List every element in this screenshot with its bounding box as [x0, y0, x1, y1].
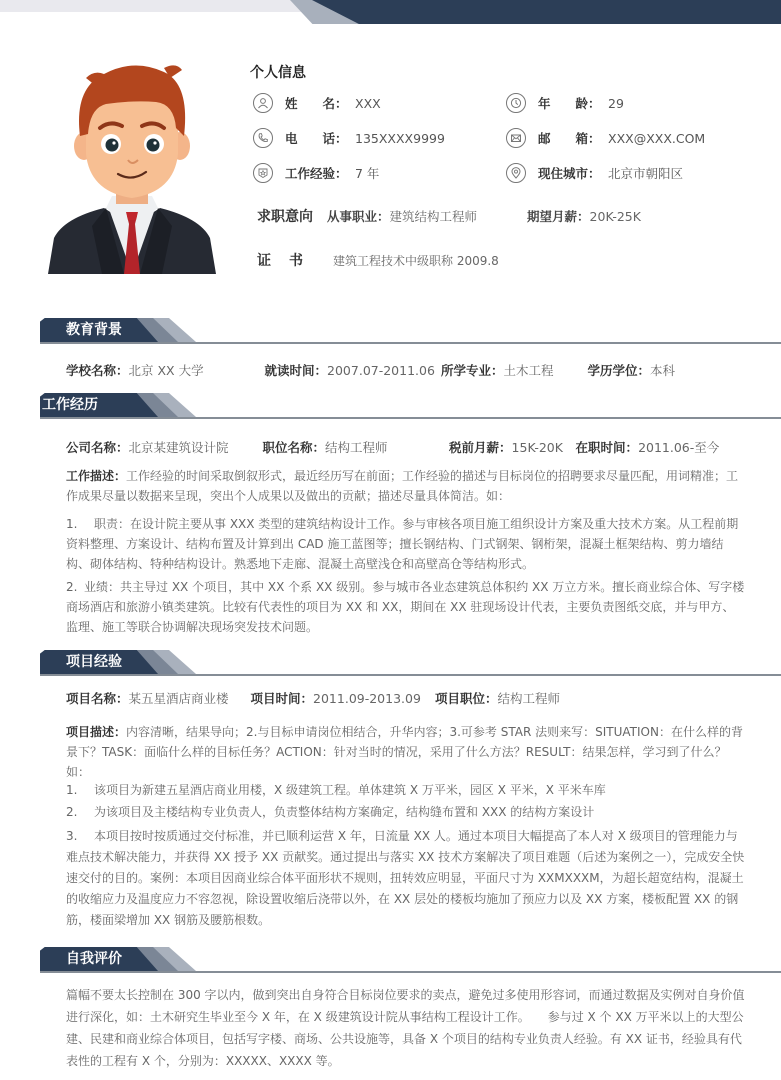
job-intent-title: 求职意向 [257, 209, 313, 225]
info-city [506, 162, 683, 184]
section-title: 项目经验 [66, 654, 122, 670]
project-time-value: 2011.09-2013.09 [313, 691, 421, 706]
item-number: 2. [66, 805, 78, 819]
section-header-education [40, 318, 781, 344]
project-item [66, 802, 746, 822]
project-item [66, 826, 746, 931]
item-text: 业绩：共主导过 XX 个项目，其中 XX 个系 XX 级别。参与城市各业态建筑总体积约 XX 万立方米。擅长商业综合体、写字楼商场酒店和旅游小镇类建筑。比较有代表性的项目为 XX 和 XX，期间在 XX 驻现场设计代表，主要负责图纸交底，并与甲方、监理、施工等联合协调解决现场突发技术问题。 [66, 580, 745, 634]
work-row [66, 438, 719, 456]
major-value: 土木工程 [503, 363, 554, 378]
info-age [506, 92, 624, 114]
job-label: 从事职业： [327, 209, 390, 224]
project-time-label: 项目时间： [250, 691, 314, 706]
email-value: XXX@XXX.COM [608, 130, 706, 146]
project-description-label: 项目描述： [66, 725, 127, 739]
item-number: 1. [66, 517, 78, 531]
pretax-salary-label: 税前月薪： [449, 440, 512, 455]
tenure-label: 在职时间： [575, 440, 639, 455]
work-description-label: 工作描述： [66, 469, 127, 483]
position-label: 职位名称： [262, 440, 326, 455]
section-title: 工作经历 [42, 397, 98, 413]
job-value: 建筑结构工程师 [389, 209, 478, 224]
age-label: 年 龄： [538, 96, 601, 111]
info-email [506, 127, 705, 149]
tenure-value: 2011.06-至今 [638, 440, 720, 455]
item-text: 本项目按时按质通过交付标准，并已顺利运营 X 年，日流量 XX 人。通过本项目大幅提高了本人对 X 级项目的管理能力与难点技术解决能力，并获得 XX 授予 XX 贡献奖。通过提出与落实 XX 技术方案解决了项目难题（后述为案例之一），完成安全快速交付的目的。案例：本项目因商业综合体平面形状不规则，扭转效应明显，平面尺寸为 XXMXXXM，为超长超宽结构，混凝土的收缩应力及温度应力不容忽视，除设置收缩后浇带以外，在 XX 层处的楼板均施加了预应力以及 XX 方案，楼板配置 XX 的钢筋，楼面梁增加 XX 钢筋及腰筋根数。 [66, 829, 745, 927]
item-text: 职责：在设计院主要从事 XXX 类型的建筑结构设计工作。参与审核各项目施工组织设计方案及重大技术方案。从工程前期资料整理、方案设计、结构布置及计算到出 CAD 施工蓝图等；擅长钢结构、门式钢架、钢桁架，混凝土框架结构、剪力墙结构、砌体结构、特种结构设计。熟悉地下走廊、混凝土高壁浅仓和高壁高仓等结构形式。 [66, 517, 739, 571]
divider [40, 417, 781, 419]
divider [40, 674, 781, 676]
school-label: 学校名称： [66, 363, 129, 378]
position-value: 结构工程师 [325, 440, 388, 455]
major-label: 所学专业： [440, 363, 504, 378]
company-value: 北京某建筑设计院 [128, 440, 229, 455]
project-description [66, 722, 746, 782]
location-icon [506, 163, 526, 183]
certificate-value: 建筑工程技术中级职称 2009.8 [333, 254, 499, 268]
divider [40, 342, 781, 344]
company-label: 公司名称： [66, 440, 129, 455]
certificate [257, 250, 499, 270]
expected-salary-label: 期望月薪： [527, 209, 590, 224]
certificate-title: 证书 [257, 253, 321, 269]
item-number: 2. [66, 580, 78, 594]
work-description [66, 466, 746, 506]
info-phone [253, 127, 445, 149]
section-header-project [40, 650, 781, 676]
project-name-label: 项目名称： [66, 691, 129, 706]
name-label: 姓 名： [285, 96, 348, 111]
degree-value: 本科 [649, 363, 675, 378]
experience-label: 工作经验： [285, 166, 348, 181]
item-text: 为该项目及主楼结构专业负责人，负责整体结构方案确定，结构缝布置和 XXX 的结构方案设计 [94, 805, 595, 819]
experience-value: 7 年 [355, 166, 380, 181]
item-text: 该项目为新建五星酒店商业用楼，X 级建筑工程。单体建筑 X 万平米，园区 X 平米，X 平米车库 [94, 783, 606, 797]
info-name [253, 92, 381, 114]
top-banner-dark [312, 0, 781, 24]
education-row [66, 361, 675, 379]
info-experience [253, 162, 379, 184]
item-number: 3. [66, 829, 78, 843]
personal-info-title: 个人信息 [250, 65, 306, 81]
divider [40, 971, 781, 973]
avatar [44, 58, 220, 274]
badge-icon [253, 163, 273, 183]
project-row [66, 689, 560, 707]
work-description-text: 工作经验的时间采取倒叙形式，最近经历写在前面；工作经验的描述与目标岗位的招聘要求尽量匹配，用词精准；工作成果尽量以数据来呈现，突出个人成果以及做出的贡献；描述尽量具体简洁。如： [66, 469, 739, 503]
phone-label: 电 话： [285, 131, 348, 146]
city-value: 北京市朝阳区 [608, 166, 684, 181]
item-number: 1. [66, 783, 78, 797]
section-header-self-evaluation [40, 947, 781, 973]
phone-icon [253, 128, 273, 148]
expected-salary-value: 20K-25K [589, 209, 641, 224]
job-intent [257, 206, 691, 226]
work-item [66, 577, 746, 637]
study-period-label: 就读时间： [264, 363, 328, 378]
age-value: 29 [608, 95, 624, 111]
project-role-value: 结构工程师 [497, 691, 561, 706]
project-role-label: 项目职位： [435, 691, 498, 706]
self-evaluation-text: 篇幅不要太长控制在 300 字以内，做到突出自身符合目标岗位要求的卖点，避免过多使用形容词，而通过数据及实例对自身价值进行深化，如：土木研究生毕业至今 X 年，在 X 级建筑设计院从事结构工程设计工作。 参与过 X 个 XX 万平米以上的大型公建、民建和商业综合体项目，包括写字楼、商场、公共设施等，具备 X 个项目的结构专业负责人经验。有 XX 证书，经验具有代表性的工程有 X 个，分别为：XXXXX、XXXX 等。 [66, 988, 745, 1068]
clock-icon [506, 93, 526, 113]
mail-icon [506, 128, 526, 148]
email-label: 邮 箱： [538, 131, 601, 146]
section-title: 教育背景 [66, 322, 122, 338]
section-header-work [40, 393, 781, 419]
study-period-value: 2007.07-2011.06 [327, 363, 435, 378]
city-label: 现住城市： [538, 166, 601, 181]
section-title: 自我评价 [66, 951, 122, 967]
phone-value: 135XXXX9999 [355, 130, 445, 146]
project-item [66, 780, 746, 800]
pretax-salary-value: 15K-20K [511, 440, 563, 455]
project-name-value: 某五星酒店商业楼 [128, 691, 229, 706]
project-description-text: 内容清晰，结果导向；2.与目标申请岗位相结合，升华内容；3.可参考 STAR 法则来写：SITUATION：在什么样的背景下？TASK：面临什么样的目标任务？ACTION：针对当时的情况，采用了什么方法？RESULT：结果怎样，学习到了什么？如： [66, 725, 743, 779]
school-value: 北京 XX 大学 [128, 363, 204, 378]
work-item [66, 514, 746, 574]
name-value: XXX [355, 95, 381, 111]
user-icon [253, 93, 273, 113]
degree-label: 学历学位： [587, 363, 650, 378]
